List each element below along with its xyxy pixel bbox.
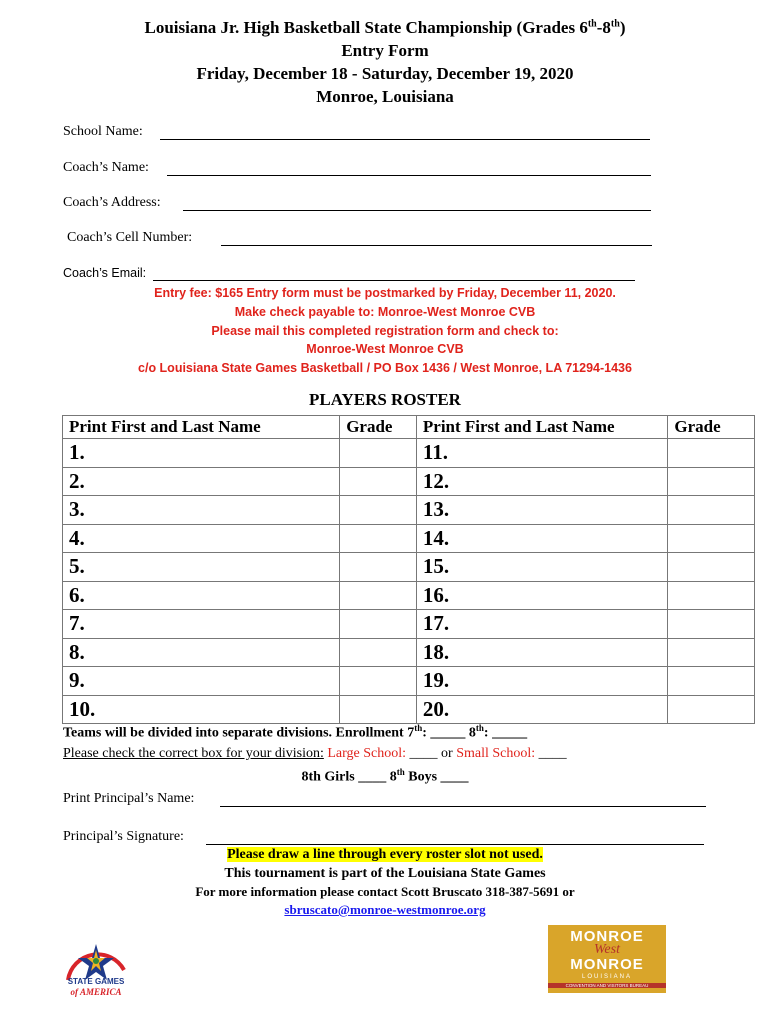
table-row [63, 638, 755, 667]
coach-address-label: Coach’s Address: [63, 195, 161, 210]
sga-text-1: STATE GAMES [67, 977, 125, 986]
form-subtitle: Entry Form [341, 41, 429, 60]
school-name-field[interactable] [160, 139, 650, 140]
girls-blank[interactable]: 8th Girls ____ 8 [301, 769, 397, 785]
cvb-name: Monroe-West Monroe CVB [306, 342, 464, 356]
player-slot[interactable]: 7. [63, 610, 340, 639]
coach-cell-field[interactable] [221, 245, 652, 246]
player-slot[interactable]: 18. [416, 638, 668, 667]
player-slot[interactable]: 2. [63, 467, 340, 496]
division-check-text: Please check the correct box for your division: [63, 746, 324, 761]
player-slot[interactable]: 20. [416, 695, 668, 724]
school-name-label: School Name: [63, 124, 143, 139]
sup-th: th [414, 723, 423, 733]
coach-address-field[interactable] [183, 210, 651, 211]
mail-notice: Please mail this completed registration form and check to: [211, 324, 559, 338]
monroe-cvb-logo [548, 925, 666, 993]
grade-cell[interactable] [340, 667, 417, 696]
entry-fee-notice: Entry fee: $165 Entry form must be postmarked by Friday, December 11, 2020. [154, 286, 616, 300]
grade-cell[interactable] [668, 439, 755, 468]
col-grade-right: Grade [668, 416, 755, 439]
contact-email-link[interactable]: sbruscato@monroe-westmonroe.org [284, 902, 486, 917]
grade-cell[interactable] [668, 638, 755, 667]
monroe-text-2: West [594, 942, 620, 957]
enrollment-line [63, 723, 527, 742]
gender-division-line [0, 767, 770, 786]
table-row [63, 439, 755, 468]
players-roster-table [62, 415, 755, 724]
monroe-text-3: MONROE [570, 956, 644, 973]
division-check-line [63, 746, 567, 762]
form-title [0, 18, 770, 38]
mail-address: c/o Louisiana State Games Basketball / PO Box 1436 / West Monroe, LA 71294-1436 [138, 361, 632, 375]
coach-email-field[interactable] [153, 280, 635, 281]
sga-text-2: of AMERICA [70, 987, 122, 997]
title-sup: th [587, 18, 597, 30]
player-slot[interactable]: 9. [63, 667, 340, 696]
player-slot[interactable]: 5. [63, 553, 340, 582]
player-slot[interactable]: 10. [63, 695, 340, 724]
large-school-blank[interactable]: ____ or [409, 746, 453, 761]
grade-cell[interactable] [668, 610, 755, 639]
grade-cell[interactable] [668, 496, 755, 525]
grade-cell[interactable] [668, 667, 755, 696]
table-row [63, 581, 755, 610]
enrollment-7th-blank[interactable]: : _____ 8 [422, 725, 476, 741]
state-games-logo [58, 930, 134, 1000]
monroe-text-1: MONROE [570, 928, 644, 945]
large-school-label: Large School: [327, 746, 407, 761]
player-slot[interactable]: 19. [416, 667, 668, 696]
contact-note: For more information please contact Scott Bruscato 318-387-5691 or [195, 884, 575, 899]
table-row [63, 553, 755, 582]
contact-email-line [0, 902, 770, 918]
payable-notice: Make check payable to: Monroe-West Monroe CVB [234, 305, 536, 319]
monroe-text-5: CONVENTION AND VISITORS BUREAU [548, 983, 666, 988]
grade-cell[interactable] [668, 581, 755, 610]
grade-cell[interactable] [340, 610, 417, 639]
divisions-text: Teams will be divided into separate divisions. Enrollment 7 [63, 725, 415, 741]
player-slot[interactable]: 17. [416, 610, 668, 639]
col-grade-left: Grade [340, 416, 417, 439]
sup-th: th [396, 767, 405, 777]
enrollment-8th-blank[interactable]: : _____ [483, 725, 528, 741]
grade-cell[interactable] [340, 524, 417, 553]
player-slot[interactable]: 1. [63, 439, 340, 468]
event-dates: Friday, December 18 - Saturday, December 19, 2020 [196, 64, 574, 83]
player-slot[interactable]: 3. [63, 496, 340, 525]
grade-cell[interactable] [668, 553, 755, 582]
grade-cell[interactable] [340, 638, 417, 667]
player-slot[interactable]: 8. [63, 638, 340, 667]
title-sup: th [610, 18, 620, 30]
principal-name-label: Print Principal’s Name: [63, 791, 195, 806]
grade-cell[interactable] [668, 467, 755, 496]
table-row [63, 524, 755, 553]
table-row [63, 467, 755, 496]
table-row [63, 667, 755, 696]
grade-cell[interactable] [340, 553, 417, 582]
grade-cell[interactable] [340, 496, 417, 525]
principal-signature-label: Principal’s Signature: [63, 829, 184, 844]
highlight-line [0, 847, 770, 863]
roster-header-row [63, 416, 755, 439]
player-slot[interactable]: 14. [416, 524, 668, 553]
monroe-text-4: LOUISIANA [581, 974, 632, 980]
col-name-right: Print First and Last Name [416, 416, 668, 439]
event-location: Monroe, Louisiana [316, 87, 454, 106]
small-school-blank[interactable]: ____ [538, 746, 567, 761]
title-end: ) [619, 18, 626, 37]
title-mid: -8 [596, 18, 611, 37]
principal-name-field[interactable] [220, 806, 706, 807]
grade-cell[interactable] [668, 695, 755, 724]
grade-cell[interactable] [340, 467, 417, 496]
roster-title: PLAYERS ROSTER [309, 390, 461, 409]
state-games-note: This tournament is part of the Louisiana State Games [224, 866, 546, 881]
coach-cell-label: Coach’s Cell Number: [67, 230, 193, 245]
grade-cell[interactable] [340, 581, 417, 610]
title-text: Louisiana Jr. High Basketball State Championship (Grades 6 [144, 18, 588, 37]
table-row [63, 610, 755, 639]
coach-email-label: Coach’s Email: [63, 266, 147, 280]
player-slot[interactable]: 4. [63, 524, 340, 553]
grade-cell[interactable] [340, 695, 417, 724]
grade-cell[interactable] [668, 524, 755, 553]
player-slot[interactable]: 16. [416, 581, 668, 610]
coach-name-field[interactable] [167, 175, 651, 176]
player-slot[interactable]: 11. [416, 439, 668, 468]
sup-th: th [475, 723, 484, 733]
col-name-left: Print First and Last Name [63, 416, 340, 439]
grade-cell[interactable] [340, 439, 417, 468]
player-slot[interactable]: 13. [416, 496, 668, 525]
table-row [63, 695, 755, 724]
small-school-label: Small School: [456, 746, 536, 761]
principal-signature-field[interactable] [206, 844, 704, 845]
table-row [63, 496, 755, 525]
player-slot[interactable]: 12. [416, 467, 668, 496]
unused-slot-instruction: Please draw a line through every roster slot not used. [227, 847, 543, 862]
coach-name-label: Coach’s Name: [63, 160, 149, 175]
player-slot[interactable]: 6. [63, 581, 340, 610]
boys-blank[interactable]: Boys ____ [404, 769, 469, 785]
player-slot[interactable]: 15. [416, 553, 668, 582]
